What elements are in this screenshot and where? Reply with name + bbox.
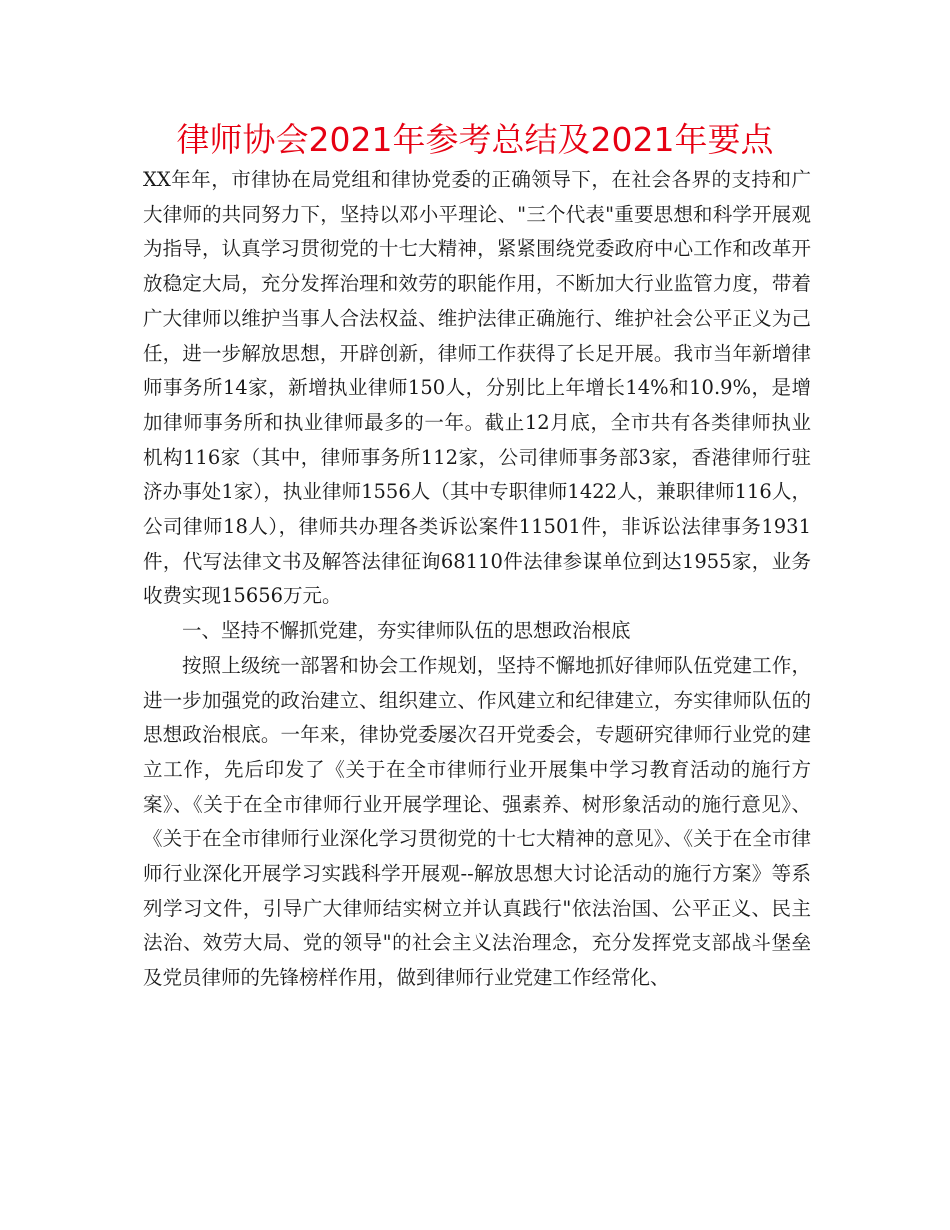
document-title: 律师协会2021年参考总结及2021年要点 xyxy=(176,120,774,159)
section-heading-1: 一、坚持不懈抓党建，夯实律师队伍的思想政治根底 xyxy=(182,619,631,643)
document-body xyxy=(143,163,811,996)
paragraph-party-building: 按照上级统一部署和协会工作规划，坚持不懈地抓好律师队伍党建工作，进一步加强党的政治建立、组织建立、作风建立和纪律建立，夯实律师队伍的思想政治根底。一年来，律协党委屡次召开党委会，专题研究律师行业党的建立工作，先后印发了《关于在全市律师行业开展集中学习教育活动的施行方案》、《关于在全市律师行业开展学理论、强素养、树形象活动的施行意见》、《关于在全市律师行业深化学习贯彻党的十七大精神的意见》、《关于在全市律师行业深化开展学习实践科学开展观--解放思想大讨论活动的施行方案》等系列学习文件，引导广大律师结实树立并认真践行"依法治国、公平正义、民主法治、效劳大局、党的领导"的社会主义法治理念，充分发挥党支部战斗堡垒及党员律师的先锋榜样作用，做到律师行业党建工作经常化、 xyxy=(143,653,811,990)
paragraph-intro: XX年年，市律协在局党组和律协党委的正确领导下，在社会各界的支持和广大律师的共同努力下，坚持以邓小平理论、"三个代表"重要思想和科学开展观为指导，认真学习贯彻党的十七大精神，紧紧围绕党委政府中心工作和改革开放稳定大局，充分发挥治理和效劳的职能作用，不断加大行业监管力度，带着广大律师以维护当事人合法权益、维护法律正确施行、维护社会公平正义为己任，进一步解放思想，开辟创新，律师工作获得了长足开展。我市当年新增律师事务所14家，新增执业律师150人，分别比上年增长14%和10.9%，是增加律师事务所和执业律师最多的一年。截止12月底，全市共有各类律师执业机构116家（其中，律师事务所112家，公司律师事务部3家，香港律师行驻济办事处1家），执业律师1556人（其中专职律师1422人，兼职律师116人，公司律师18人），律师共办理各类诉讼案件11501件，非诉讼法律事务1931件，代写法律文书及解答法律征询68110件法律参谋单位到达1955家，业务收费实现15656万元。 xyxy=(143,168,811,608)
